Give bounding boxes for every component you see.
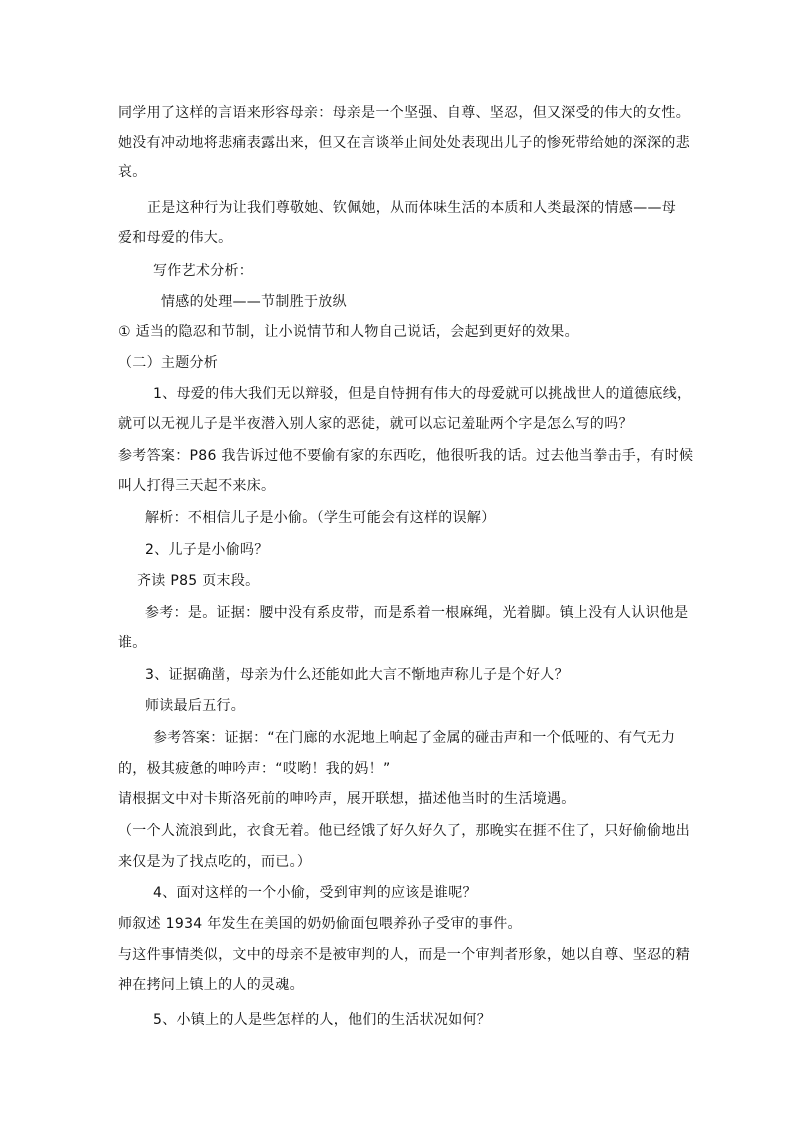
- text-line: 师读最后五行。: [145, 698, 246, 714]
- text-line: 神在拷问上镇上的人的灵魂。: [118, 977, 304, 993]
- analysis-line: 解析：不相信儿子是小偷。（学生可能会有这样的误解）: [145, 510, 496, 526]
- text-line: 的，极其疲惫的呻吟声：“哎哟！我的妈！”: [118, 761, 391, 777]
- text-line: 就可以无视儿子是半夜潜入别人家的恶徒，就可以忘记羞耻两个字是怎么写的吗？: [118, 416, 633, 432]
- answer-line: 参考：是。证据：腰中没有系皮带，而是系着一根麻绳，光着脚。镇上没有人认识他是: [145, 605, 689, 621]
- answer-line: 参考答案：证据：“在门廊的水泥地上响起了金属的碰击声和一个低哑的、有气无力: [153, 730, 676, 746]
- text-line: 叫人打得三天起不来床。: [118, 478, 276, 494]
- text-line: ① 适当的隐忍和节制，让小说情节和人物自己说话，会起到更好的效果。: [118, 324, 579, 340]
- text-line: 请根据文中对卡斯洛死前的呻吟声，展开联想，描述他当时的生活境遇。: [118, 791, 576, 807]
- text-line: 谁。: [118, 635, 147, 651]
- text-line: 同学用了这样的言语来形容母亲：母亲是一个坚强、自尊、坚忍，但又深受的伟大的女性。: [118, 105, 690, 121]
- question-line: 5、小镇上的人是些怎样的人，他们的生活状况如何？: [153, 1012, 492, 1028]
- text-line: 正是这种行为让我们尊敬她、钦佩她，从而体味生活的本质和人类最深的情感——母: [147, 200, 677, 216]
- answer-line: 参考答案：P86 我告诉过他不要偷有家的东西吃，他很听我的话。过去他当拳击手，有时候: [118, 448, 694, 464]
- text-line: 来仅是为了找点吃的，而已。）: [118, 854, 312, 870]
- section-heading: 写作艺术分析：: [153, 263, 254, 279]
- question-line: 4、面对这样的一个小偷，受到审判的应该是谁呢？: [153, 885, 477, 901]
- question-line: 1、母爱的伟大我们无以辩驳，但是自恃拥有伟大的母爱就可以挑战世人的道德底线，: [153, 386, 692, 402]
- text-line: 齐读 P85 页末段。: [137, 573, 260, 589]
- text-line: 哀。: [118, 164, 147, 180]
- text-line: 与这件事情类似，文中的母亲不是被审判的人，而是一个审判者形象，她以自尊、坚忍的精: [118, 947, 690, 963]
- section-subheading: 情感的处理——节制胜于放纵: [161, 294, 347, 310]
- text-line: 师叙述 1934 年发生在美国的奶奶偷面包喂养孙子受审的事件。: [118, 916, 522, 932]
- question-line: 3、证据确凿，母亲为什么还能如此大言不惭地声称儿子是个好人？: [145, 667, 569, 683]
- text-line: （一个人流浪到此，衣食无着。他已经饿了好久好久了，那晚实在捱不住了，只好偷偷地出: [118, 823, 690, 839]
- text-line: 她没有冲动地将悲痛表露出来，但又在言谈举止间处处表现出儿子的惨死带给她的深深的悲: [118, 135, 690, 151]
- section-heading: （二）主题分析: [118, 355, 219, 371]
- question-line: 2、儿子是小偷吗？: [145, 542, 269, 558]
- text-line: 爱和母爱的伟大。: [118, 230, 233, 246]
